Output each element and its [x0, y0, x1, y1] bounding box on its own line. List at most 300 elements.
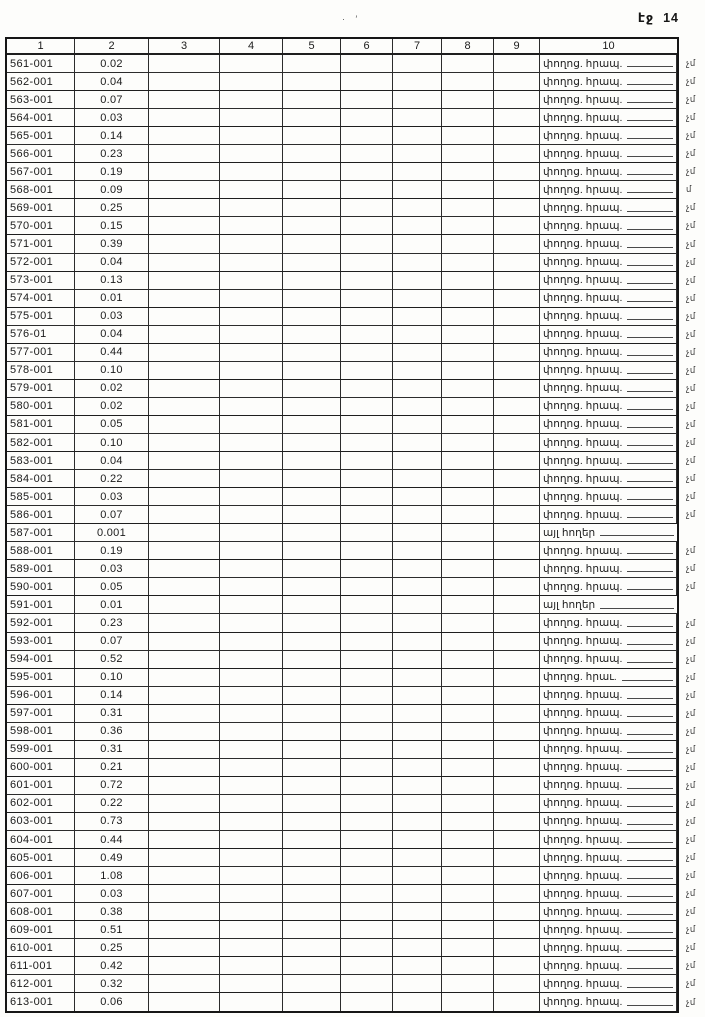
empty-cell — [442, 705, 494, 722]
table-row — [7, 633, 696, 651]
empty-cell — [341, 651, 393, 668]
category-text: փողոց. հրապ. — [543, 815, 623, 828]
empty-cell — [494, 398, 540, 415]
margin-note: չմ — [686, 960, 696, 971]
empty-cell — [149, 578, 220, 595]
empty-cell — [149, 416, 220, 433]
empty-cell — [341, 777, 393, 794]
parcel-id-cell: 581-001 — [7, 416, 75, 433]
empty-cell — [341, 596, 393, 613]
empty-cell — [494, 181, 540, 198]
category-text: փողոց. հրապ. — [543, 653, 623, 666]
empty-cell — [149, 235, 220, 252]
area-value-cell: 0.32 — [75, 975, 149, 992]
area-value-cell: 0.06 — [75, 993, 149, 1011]
empty-cell — [220, 434, 283, 451]
category-cell — [540, 957, 677, 974]
empty-cell — [220, 488, 283, 505]
empty-cell — [494, 741, 540, 758]
category-cell — [540, 380, 677, 397]
empty-cell — [220, 344, 283, 361]
empty-cell — [149, 452, 220, 469]
empty-cell — [393, 578, 442, 595]
category-cell — [540, 326, 677, 343]
empty-cell — [283, 903, 341, 920]
empty-cell — [341, 326, 393, 343]
empty-cell — [283, 73, 341, 90]
empty-cell — [220, 217, 283, 234]
empty-cell — [442, 344, 494, 361]
margin-note: չմ — [686, 328, 696, 339]
empty-cell — [283, 109, 341, 126]
category-cell — [540, 849, 677, 866]
empty-cell — [283, 795, 341, 812]
empty-cell — [149, 831, 220, 848]
parcel-id-cell: 613-001 — [7, 993, 75, 1011]
empty-cell — [283, 975, 341, 992]
empty-cell — [220, 235, 283, 252]
empty-cell — [283, 524, 341, 541]
category-text: փողոց. հրապ. — [543, 147, 623, 160]
category-text: փողոց. հրապ. — [543, 562, 623, 575]
area-value-cell: 0.44 — [75, 344, 149, 361]
empty-cell — [341, 687, 393, 704]
empty-cell — [494, 290, 540, 307]
empty-cell — [442, 957, 494, 974]
empty-cell — [494, 723, 540, 740]
empty-cell — [393, 109, 442, 126]
category-text: փողոց. հրապ. — [543, 905, 623, 918]
empty-cell — [149, 596, 220, 613]
empty-cell — [283, 705, 341, 722]
empty-cell — [220, 903, 283, 920]
empty-cell — [442, 560, 494, 577]
empty-cell — [393, 488, 442, 505]
area-value-cell: 0.03 — [75, 488, 149, 505]
empty-cell — [220, 669, 283, 686]
empty-cell — [341, 254, 393, 271]
table-row — [7, 885, 696, 903]
empty-cell — [393, 326, 442, 343]
parcel-id-cell: 609-001 — [7, 921, 75, 938]
category-cell — [540, 921, 677, 938]
table-row — [7, 163, 696, 181]
margin-note: չմ — [686, 202, 696, 213]
category-cell — [540, 939, 677, 956]
table-row — [7, 380, 696, 398]
margin-note: չմ — [686, 978, 696, 989]
area-value-cell: 0.03 — [75, 308, 149, 325]
table-row — [7, 398, 696, 416]
column-header: 5 — [283, 39, 341, 53]
column-header: 1 — [7, 39, 75, 53]
parcel-id-cell: 590-001 — [7, 578, 75, 595]
empty-cell — [220, 73, 283, 90]
column-header: 4 — [220, 39, 283, 53]
empty-cell — [393, 705, 442, 722]
empty-cell — [393, 91, 442, 108]
parcel-id-cell: 600-001 — [7, 759, 75, 776]
underline-tail — [627, 110, 673, 121]
empty-cell — [393, 849, 442, 866]
table-row — [7, 145, 696, 163]
empty-cell — [220, 759, 283, 776]
empty-cell — [494, 939, 540, 956]
empty-cell — [149, 145, 220, 162]
empty-cell — [341, 109, 393, 126]
empty-cell — [341, 55, 393, 72]
empty-cell — [341, 849, 393, 866]
empty-cell — [149, 506, 220, 523]
empty-cell — [442, 939, 494, 956]
margin-note: չմ — [686, 509, 696, 520]
table-row — [7, 109, 696, 127]
underline-tail — [627, 92, 673, 103]
margin-note: չմ — [686, 346, 696, 357]
table-row — [7, 921, 696, 939]
empty-cell — [341, 145, 393, 162]
empty-cell — [393, 831, 442, 848]
empty-cell — [341, 199, 393, 216]
margin-note: չմ — [686, 653, 696, 664]
table-row — [7, 434, 696, 452]
empty-cell — [220, 723, 283, 740]
empty-cell — [149, 560, 220, 577]
category-cell — [540, 795, 677, 812]
empty-cell — [393, 254, 442, 271]
empty-cell — [393, 614, 442, 631]
category-cell — [540, 777, 677, 794]
area-value-cell: 0.25 — [75, 939, 149, 956]
empty-cell — [494, 362, 540, 379]
empty-cell — [149, 326, 220, 343]
empty-cell — [149, 687, 220, 704]
empty-cell — [494, 560, 540, 577]
table-row — [7, 488, 696, 506]
table-row — [7, 91, 696, 109]
category-text: փողոց. հրապ. — [543, 310, 623, 323]
empty-cell — [442, 759, 494, 776]
empty-cell — [393, 217, 442, 234]
category-cell — [540, 506, 677, 523]
table-row — [7, 669, 696, 687]
empty-cell — [220, 326, 283, 343]
empty-cell — [494, 867, 540, 884]
underline-tail — [627, 633, 673, 644]
empty-cell — [494, 777, 540, 794]
empty-cell — [442, 272, 494, 289]
category-cell — [540, 470, 677, 487]
table-row — [7, 795, 696, 813]
parcel-id-cell: 597-001 — [7, 705, 75, 722]
empty-cell — [149, 362, 220, 379]
category-text: փողոց. հրապ. — [543, 725, 623, 738]
empty-cell — [393, 235, 442, 252]
empty-cell — [341, 723, 393, 740]
empty-cell — [341, 560, 393, 577]
area-value-cell: 0.52 — [75, 651, 149, 668]
empty-cell — [442, 109, 494, 126]
empty-cell — [283, 542, 341, 559]
empty-cell — [220, 596, 283, 613]
empty-cell — [393, 470, 442, 487]
parcel-id-cell: 567-001 — [7, 163, 75, 180]
table-row — [7, 506, 696, 524]
category-text: այլ հողեր — [543, 598, 596, 611]
empty-cell — [220, 452, 283, 469]
area-value-cell: 0.07 — [75, 91, 149, 108]
parcel-id-cell: 569-001 — [7, 199, 75, 216]
margin-note: չմ — [686, 418, 696, 429]
empty-cell — [393, 633, 442, 650]
empty-cell — [442, 290, 494, 307]
empty-cell — [341, 741, 393, 758]
category-cell — [540, 91, 677, 108]
empty-cell — [149, 488, 220, 505]
empty-cell — [220, 254, 283, 271]
empty-cell — [341, 885, 393, 902]
margin-note: չմ — [686, 364, 696, 375]
category-cell — [540, 813, 677, 830]
empty-cell — [283, 741, 341, 758]
category-text: փողոց. հրապ. — [543, 219, 623, 232]
empty-cell — [442, 867, 494, 884]
underline-tail — [627, 471, 673, 482]
area-value-cell: 0.05 — [75, 578, 149, 595]
column-header: 9 — [494, 39, 540, 53]
empty-cell — [283, 235, 341, 252]
empty-cell — [149, 867, 220, 884]
parcel-id-cell: 603-001 — [7, 813, 75, 830]
area-value-cell: 0.02 — [75, 380, 149, 397]
area-value-cell: 1.08 — [75, 867, 149, 884]
empty-cell — [149, 398, 220, 415]
empty-cell — [442, 975, 494, 992]
empty-cell — [149, 308, 220, 325]
empty-cell — [149, 217, 220, 234]
underline-tail — [622, 670, 673, 681]
table-row — [7, 867, 696, 885]
category-text: փողոց. հրապ. — [543, 165, 623, 178]
category-text: փողոց. հրապ. — [543, 833, 623, 846]
table-row — [7, 181, 692, 199]
empty-cell — [220, 705, 283, 722]
empty-cell — [442, 669, 494, 686]
category-text: փողոց. հրապ. — [543, 256, 623, 269]
land-parcel-table — [5, 37, 696, 1013]
margin-note: մ — [686, 184, 692, 195]
margin-note: չմ — [686, 743, 696, 754]
margin-note: չմ — [686, 256, 696, 267]
empty-cell — [220, 957, 283, 974]
category-text: փողոց. հրապ. — [543, 544, 623, 557]
underline-tail — [627, 146, 673, 157]
empty-cell — [283, 939, 341, 956]
empty-cell — [149, 705, 220, 722]
category-cell — [540, 127, 677, 144]
empty-cell — [283, 633, 341, 650]
area-value-cell: 0.02 — [75, 55, 149, 72]
parcel-id-cell: 586-001 — [7, 506, 75, 523]
underline-tail — [627, 796, 673, 807]
parcel-id-cell: 606-001 — [7, 867, 75, 884]
category-text: փողոց. հրապ. — [543, 887, 623, 900]
empty-cell — [393, 687, 442, 704]
category-text: փողոց. հրապ. — [543, 328, 623, 341]
table-row — [7, 524, 677, 542]
parcel-id-cell: 607-001 — [7, 885, 75, 902]
category-cell — [540, 488, 677, 505]
underline-tail — [627, 272, 673, 283]
empty-cell — [283, 506, 341, 523]
empty-cell — [494, 416, 540, 433]
table-row — [7, 452, 696, 470]
empty-cell — [149, 272, 220, 289]
empty-cell — [220, 849, 283, 866]
category-cell — [540, 362, 677, 379]
category-text: փողոց. հրապ. — [543, 508, 623, 521]
empty-cell — [341, 235, 393, 252]
empty-cell — [149, 777, 220, 794]
empty-cell — [442, 434, 494, 451]
empty-cell — [494, 145, 540, 162]
category-cell — [540, 524, 677, 541]
category-cell — [540, 452, 677, 469]
empty-cell — [393, 524, 442, 541]
underline-tail — [600, 597, 674, 608]
underline-tail — [627, 200, 673, 211]
margin-note: չմ — [686, 220, 696, 231]
empty-cell — [442, 633, 494, 650]
empty-cell — [149, 759, 220, 776]
category-text: փողոց. հրապ. — [543, 689, 623, 702]
category-text: փողոց. հրապ. — [543, 418, 623, 431]
empty-cell — [341, 362, 393, 379]
empty-cell — [283, 957, 341, 974]
empty-cell — [283, 380, 341, 397]
table-row — [7, 687, 696, 705]
empty-cell — [442, 362, 494, 379]
empty-cell — [494, 272, 540, 289]
parcel-id-cell: 602-001 — [7, 795, 75, 812]
area-value-cell: 0.05 — [75, 416, 149, 433]
table-row — [7, 470, 696, 488]
parcel-id-cell: 584-001 — [7, 470, 75, 487]
empty-cell — [341, 614, 393, 631]
empty-cell — [393, 939, 442, 956]
parcel-id-cell: 612-001 — [7, 975, 75, 992]
category-text: փողոց. հրապ. — [543, 201, 623, 214]
empty-cell — [442, 596, 494, 613]
empty-cell — [393, 452, 442, 469]
underline-tail — [600, 525, 674, 536]
parcel-id-cell: 562-001 — [7, 73, 75, 90]
empty-cell — [283, 163, 341, 180]
empty-cell — [220, 939, 283, 956]
empty-cell — [341, 867, 393, 884]
empty-cell — [149, 434, 220, 451]
empty-cell — [149, 542, 220, 559]
empty-cell — [442, 849, 494, 866]
underline-tail — [627, 814, 673, 825]
empty-cell — [442, 380, 494, 397]
empty-cell — [220, 993, 283, 1011]
underline-tail — [627, 922, 673, 933]
table-row — [7, 55, 696, 73]
empty-cell — [341, 669, 393, 686]
table-row — [7, 723, 696, 741]
empty-cell — [393, 813, 442, 830]
margin-note: չմ — [686, 292, 696, 303]
table-row — [7, 759, 696, 777]
category-text: փողոց. հրապ. — [543, 779, 623, 792]
empty-cell — [494, 542, 540, 559]
empty-cell — [442, 73, 494, 90]
page-number: 14 — [663, 11, 679, 25]
empty-cell — [341, 524, 393, 541]
underline-tail — [627, 327, 673, 338]
category-text: փողոց. հրապ. — [543, 959, 623, 972]
empty-cell — [341, 217, 393, 234]
empty-cell — [442, 993, 494, 1011]
underline-tail — [627, 507, 673, 518]
parcel-id-cell: 574-001 — [7, 290, 75, 307]
category-text: փողոց. հրապ. — [543, 93, 623, 106]
empty-cell — [393, 272, 442, 289]
parcel-id-cell: 596-001 — [7, 687, 75, 704]
empty-cell — [283, 416, 341, 433]
empty-cell — [442, 921, 494, 938]
area-value-cell: 0.04 — [75, 73, 149, 90]
empty-cell — [341, 903, 393, 920]
category-text: փողոց. հրապ. — [543, 183, 623, 196]
empty-cell — [220, 272, 283, 289]
underline-tail — [627, 291, 673, 302]
empty-cell — [341, 452, 393, 469]
empty-cell — [442, 470, 494, 487]
empty-cell — [283, 452, 341, 469]
empty-cell — [341, 921, 393, 938]
area-value-cell: 0.04 — [75, 326, 149, 343]
empty-cell — [393, 308, 442, 325]
parcel-id-cell: 592-001 — [7, 614, 75, 631]
empty-cell — [494, 759, 540, 776]
empty-cell — [283, 398, 341, 415]
empty-cell — [220, 560, 283, 577]
category-cell — [540, 73, 677, 90]
empty-cell — [494, 254, 540, 271]
empty-cell — [220, 795, 283, 812]
category-cell — [540, 759, 677, 776]
empty-cell — [442, 524, 494, 541]
parcel-id-cell: 576-01 — [7, 326, 75, 343]
empty-cell — [393, 957, 442, 974]
empty-cell — [393, 542, 442, 559]
empty-cell — [283, 217, 341, 234]
parcel-id-cell: 610-001 — [7, 939, 75, 956]
empty-cell — [341, 633, 393, 650]
category-text: փողոց. հրապ. — [543, 851, 623, 864]
empty-cell — [149, 290, 220, 307]
category-cell — [540, 434, 677, 451]
area-value-cell: 0.22 — [75, 470, 149, 487]
table-row — [7, 344, 696, 362]
empty-cell — [220, 506, 283, 523]
parcel-id-cell: 579-001 — [7, 380, 75, 397]
empty-cell — [442, 398, 494, 415]
underline-tail — [627, 399, 673, 410]
empty-cell — [220, 470, 283, 487]
